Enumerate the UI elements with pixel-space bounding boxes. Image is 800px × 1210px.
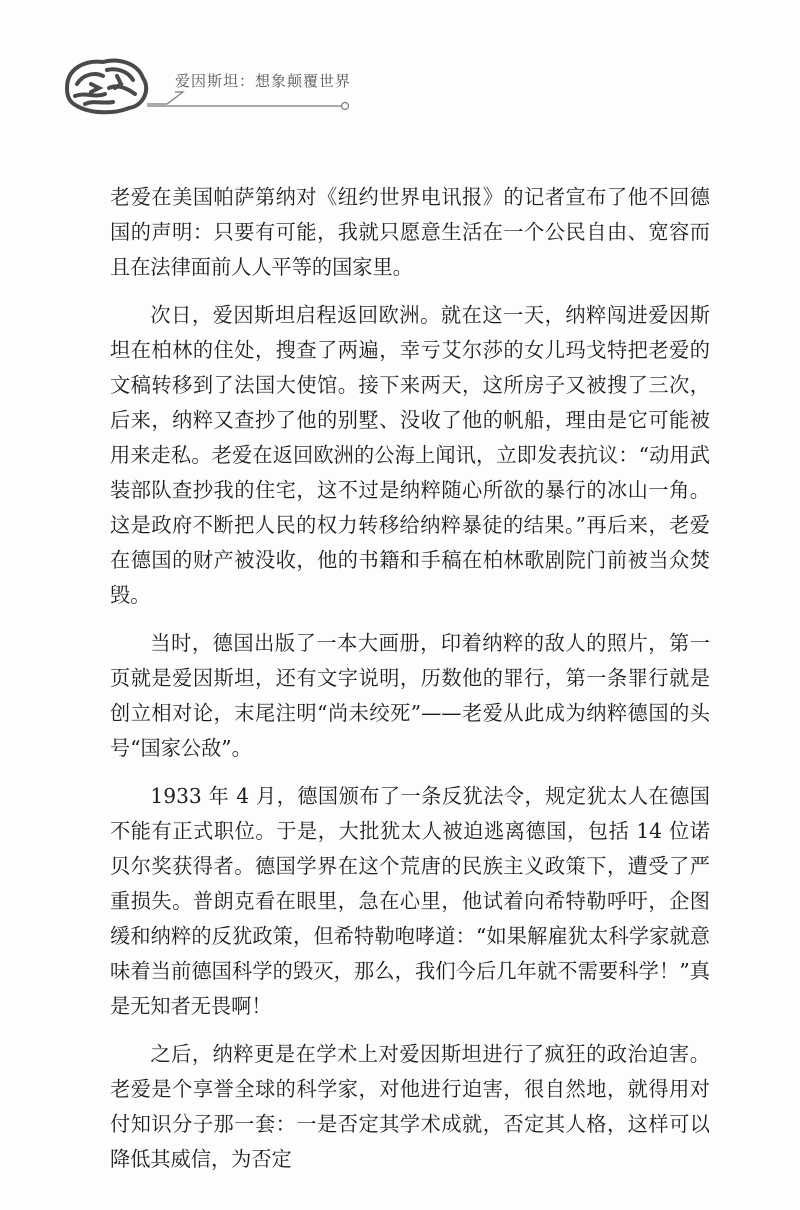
paragraph-3: 当时，德国出版了一本大画册，印着纳粹的敌人的照片，第一页就是爱因斯坦，还有文字说明，历数他的罪行，第一条罪行就是创立相对论，末尾注明“尚未绞死”——老爱从此成为纳粹德国的头号“国家公敌”。 (110, 631, 710, 760)
paragraph-5: 之后，纳粹更是在学术上对爱因斯坦进行了疯狂的政治迫害。老爱是个享誉全球的科学家，对他进行迫害，很自然地，就得用对付知识分子那一套：一是否定其学术成就，否定其人格，这样可以降低其威信，为否定 (110, 1042, 710, 1171)
running-title: 爱因斯坦：想象颠覆世界 (175, 72, 352, 90)
paragraph-1: 老爱在美国帕萨第纳对《纽约世界电讯报》的记者宣布了他不回德国的声明：只要有可能，我就只愿意生活在一个公民自由、宽容而且在法律面前人人平等的国家里。 (110, 185, 710, 279)
paragraph-2: 次日，爱因斯坦启程返回欧洲。就在这一天，纳粹闯进爱因斯坦在柏林的住处，搜查了两遍，幸亏艾尔莎的女儿玛戈特把老爱的文稿转移到了法国大使馆。接下来两天，这所房子又被搜了三次，后来，纳粹又查抄了他的别墅、没收了他的帆船，理由是它可能被用来走私。老爱在返回欧洲的公海上闻讯，立即发表抗议：“动用武装部队查抄我的住宅，这不过是纳粹随心所欲的暴行的冰山一角。这是政府不断把人民的权力转移给纳粹暴徒的结果。”再后来，老爱在德国的财产被没收，他的书籍和手稿在柏林歌剧院门前被当众焚毁。 (110, 303, 710, 607)
body-text (110, 180, 710, 1190)
paragraph-4: 1933 年 4 月，德国颁布了一条反犹法令，规定犹太人在德国不能有正式职位。于是，大批犹太人被迫逃离德国，包括 14 位诺贝尔奖获得者。德国学界在这个荒唐的民族主义政策下，遭受了严重损失。普朗克看在眼里，急在心里，他试着向希特勒呼吁，企图缓和纳粹的反犹政策，但希特勒咆哮道：“如果解雇犹太科学家就意味着当前德国科学的毁灭，那么，我们今后几年就不需要科学！”真是无知者无畏啊！ (110, 784, 710, 1018)
running-header (55, 48, 375, 128)
